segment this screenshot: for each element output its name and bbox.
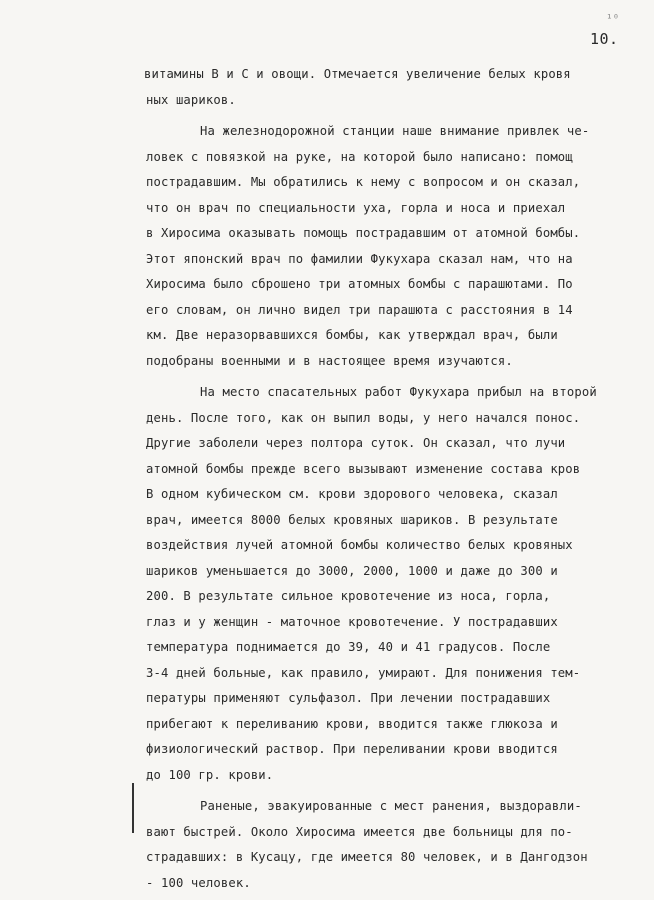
text-line: врач, имеется 8000 белых кровяных шариков. В результате bbox=[146, 512, 558, 527]
page-corner-mark: ¹⁰ bbox=[606, 12, 620, 25]
text-line: пострадавшим. Мы обратились к нему с вопросом и он сказал, bbox=[146, 175, 581, 189]
text-line: шариков уменьшается до 3000, 2000, 1000 и даже до 300 и bbox=[146, 563, 558, 578]
text-line: витамины В и С и овощи. Отмечается увеличение белых кровя bbox=[144, 67, 571, 81]
text-line: вают быстрей. Около Хиросима имеется две больницы для по- bbox=[146, 824, 573, 839]
text-line: глаз и у женщин - маточное кровотечение. У пострадавших bbox=[146, 614, 558, 629]
paragraph-start-line: На место спасательных работ Фукухара прибыл на второй bbox=[200, 385, 597, 399]
text-line: км. Две неразорвавшихся бомбы, как утверждал врач, были bbox=[146, 328, 558, 342]
text-line: 3-4 дней больные, как правило, умирают. Для понижения тем- bbox=[146, 665, 581, 680]
text-line: прибегают к переливанию крови, вводится также глюкоза и bbox=[146, 716, 558, 731]
paragraph-start-line: На железнодорожной станции наше внимание привлек че- bbox=[200, 124, 590, 138]
text-line: подобраны военными и в настоящее время изучаются. bbox=[146, 353, 513, 368]
text-line: страдавших: в Кусацу, где имеется 80 человек, и в Дангодзон bbox=[146, 850, 588, 864]
text-line: пературы применяют сульфазол. При лечении пострадавших bbox=[146, 691, 551, 705]
text-line: Хиросима было сброшено три атомных бомбы с парашютами. По bbox=[146, 277, 573, 291]
text-line: Этот японский врач по фамилии Фукухара сказал нам, что на bbox=[146, 251, 573, 266]
paragraph-start-line: Раненые, эвакуированные с мест ранения, выздоравли- bbox=[200, 799, 582, 813]
text-line: Другие заболели через полтора суток. Он сказал, что лучи bbox=[146, 436, 566, 450]
text-line: что он врач по специальности уха, горла и носа и приехал bbox=[146, 200, 566, 215]
text-line: температура поднимается до 39, 40 и 41 градусов. После bbox=[146, 640, 551, 654]
text-line: В одном кубическом см. крови здорового человека, сказал bbox=[146, 487, 558, 501]
text-line: ных шариков. bbox=[146, 92, 236, 107]
text-line: физиологический раствор. При переливании крови вводится bbox=[146, 742, 558, 756]
page-number: 10. bbox=[590, 30, 619, 48]
document-body bbox=[146, 62, 636, 896]
text-line: воздействия лучей атомной бомбы количество белых кровяных bbox=[146, 538, 573, 552]
text-line: до 100 гр. крови. bbox=[146, 767, 274, 782]
text-line: атомной бомбы прежде всего вызывают изменение состава кров bbox=[146, 461, 581, 476]
text-line: его словам, он лично видел три парашюта с расстояния в 14 bbox=[146, 302, 573, 317]
text-line: 200. В результате сильное кровотечение из носа, горла, bbox=[146, 589, 551, 603]
text-line: день. После того, как он выпил воды, у него начался понос. bbox=[146, 410, 581, 425]
margin-bracket-mark bbox=[132, 783, 137, 833]
text-line: ловек с повязкой на руке, на которой было написано: помощ bbox=[146, 149, 573, 164]
text-line: - 100 человек. bbox=[146, 875, 251, 890]
text-line: в Хиросима оказывать помощь пострадавшим от атомной бомбы. bbox=[146, 226, 581, 240]
